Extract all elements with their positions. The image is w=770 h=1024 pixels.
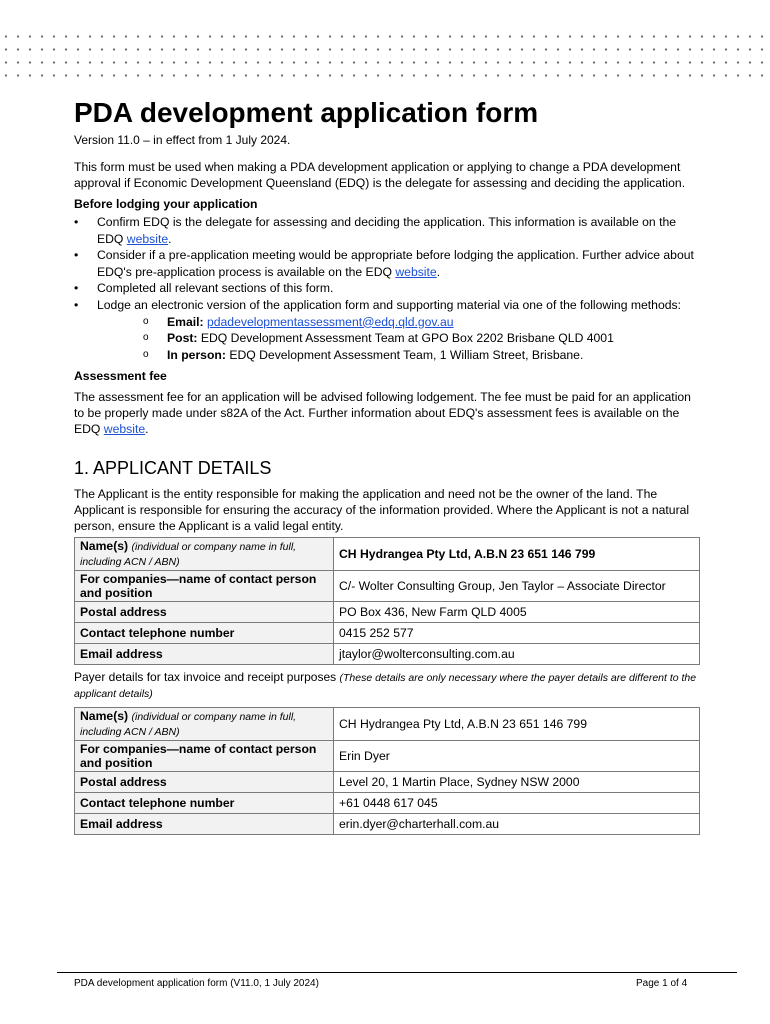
applicant-postal-field[interactable]: PO Box 436, New Farm QLD 4005 — [334, 602, 700, 623]
payer-postal-field[interactable]: Level 20, 1 Martin Place, Sydney NSW 2000 — [334, 772, 700, 793]
table-row: For companies—name of contact person and position Erin Dyer — [75, 741, 700, 772]
table-row: Name(s) (individual or company name in full, including ACN / ABN) CH Hydrangea Pty Ltd, A.B.N 23 651 146 799 — [75, 538, 700, 571]
table-row: Contact telephone number 0415 252 577 — [75, 623, 700, 644]
table-row: For companies—name of contact person and position C/- Wolter Consulting Group, Jen Taylor – Associate Director — [75, 571, 700, 602]
before-lodging-heading: Before lodging your application — [74, 197, 258, 211]
lodgement-email-link[interactable]: pdadevelopmentassessment@edq.qld.gov.au — [206, 314, 454, 329]
intro-paragraph: This form must be used when making a PDA development application or applying to change a PDA development approval if Economic Development Queensland (EDQ) is the delegate for assessing and deciding the application. — [74, 160, 686, 190]
table-row: Email address erin.dyer@charterhall.com.au — [75, 814, 700, 835]
method-email: o Email: pdadevelopmentassessment@edq.qld.gov.au — [97, 314, 700, 331]
assessment-fee-paragraph: The assessment fee for an application will be advised following lodgement. The fee must be paid for an application to be properly made under s82A of the Act. Further information about EDQ's assessment fees is available on the EDQ website. — [74, 390, 691, 437]
footer-divider — [57, 972, 737, 973]
payer-phone-field[interactable]: +61 0448 617 045 — [334, 793, 700, 814]
applicant-details-table — [74, 537, 700, 665]
document-body — [74, 96, 700, 835]
payer-email-field[interactable]: erin.dyer@charterhall.com.au — [334, 814, 700, 835]
version-text: Version 11.0 – in effect from 1 July 2024. — [74, 133, 291, 147]
footer-document-title: PDA development application form (V11.0, 1 July 2024) — [74, 978, 319, 989]
pre-application-website-link[interactable]: website — [395, 264, 437, 279]
list-item: • Completed all relevant sections of this form. — [74, 280, 700, 297]
applicant-email-field[interactable]: jtaylor@wolterconsulting.com.au — [334, 644, 700, 665]
method-post: o Post: EDQ Development Assessment Team at GPO Box 2202 Brisbane QLD 4001 — [97, 330, 700, 347]
edq-website-link[interactable]: website — [126, 231, 169, 246]
method-in-person: o In person: EDQ Development Assessment Team, 1 William Street, Brisbane. — [97, 347, 700, 364]
payer-intro: Payer details for tax invoice and receipt purposes (These details are only necessary where the payer details are different to the applicant details) — [74, 670, 697, 701]
section-applicant-heading: 1. APPLICANT DETAILS — [74, 458, 272, 479]
applicant-phone-field[interactable]: 0415 252 577 — [334, 623, 700, 644]
payer-contact-field[interactable]: Erin Dyer — [334, 741, 700, 772]
list-item: • Lodge an electronic version of the application form and supporting material via one of the following methods: o Email: pdadevelopmentassessment@edq.qld.gov.au o Post: EDQ Development Assessment Team at GPO Box 2202 Brisbane QLD 4001 o In person: EDQ Development Assessment Team, 1 William Street, Brisbane. — [74, 297, 700, 363]
applicant-contact-field[interactable]: C/- Wolter Consulting Group, Jen Taylor – Associate Director — [334, 571, 700, 602]
table-row: Email address jtaylor@wolterconsulting.com.au — [75, 644, 700, 665]
footer-page-number: Page 1 of 4 — [636, 978, 688, 989]
table-row: Contact telephone number +61 0448 617 045 — [75, 793, 700, 814]
section-applicant-text: The Applicant is the entity responsible for making the application and need not be the owner of the land. The Applicant is responsible for ensuring the accuracy of the information provided. Where the Applicant is not a natural person, ensure the Applicant is a valid legal entity. — [74, 487, 690, 534]
table-row: Name(s) (individual or company name in full, including ACN / ABN) CH Hydrangea Pty Ltd, A.B.N 23 651 146 799 — [75, 708, 700, 741]
page-title: PDA development application form — [74, 97, 539, 128]
decorative-dot-pattern — [0, 30, 770, 82]
payer-name-field[interactable]: CH Hydrangea Pty Ltd, A.B.N 23 651 146 799 — [334, 708, 700, 741]
list-item: • Consider if a pre-application meeting would be appropriate before lodging the application. Further advice about EDQ's pre-application process is available on the EDQ website. — [74, 247, 700, 280]
table-row: Postal address PO Box 436, New Farm QLD 4005 — [75, 602, 700, 623]
applicant-name-field[interactable]: CH Hydrangea Pty Ltd, A.B.N 23 651 146 799 — [334, 538, 700, 571]
assessment-fee-heading: Assessment fee — [74, 369, 167, 384]
payer-details-table — [74, 707, 700, 835]
before-lodging-list — [74, 214, 700, 363]
list-item: • Confirm EDQ is the delegate for assessing and deciding the application. This information is available on the EDQ website. — [74, 214, 700, 247]
fee-website-link[interactable]: website — [103, 422, 146, 437]
lodgement-methods-list — [97, 314, 700, 364]
table-row: Postal address Level 20, 1 Martin Place, Sydney NSW 2000 — [75, 772, 700, 793]
